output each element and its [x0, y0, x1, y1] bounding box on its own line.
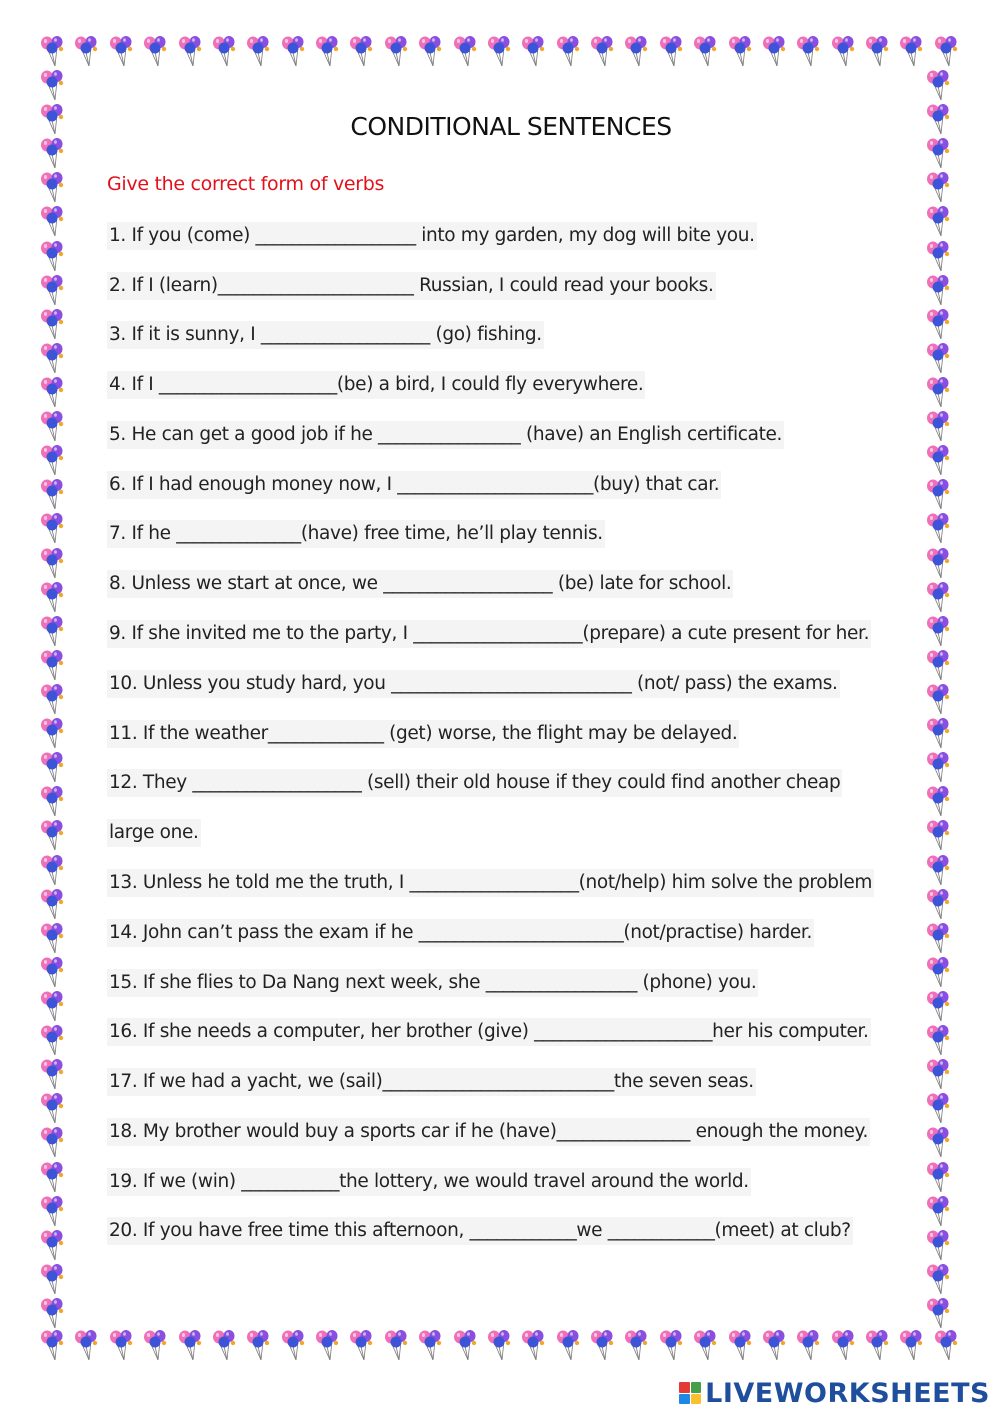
balloon-bunch-icon [924, 820, 954, 852]
balloon-bunch-icon [313, 1330, 343, 1362]
balloon-bunch-icon [485, 36, 515, 68]
balloon-bunch-icon [38, 1298, 68, 1330]
balloon-bunch-icon [38, 1059, 68, 1091]
balloon-bunch-icon [588, 1330, 618, 1362]
question-item: 14. John can’t pass the exam if he _______________________(not/practise) harder. [107, 919, 814, 947]
question-item: 15. If she flies to Da Nang next week, she _________________ (phone) you. [107, 969, 758, 997]
balloon-bunch-icon [760, 1330, 790, 1362]
balloon-bunch-icon [924, 616, 954, 648]
balloon-bunch-icon [38, 138, 68, 170]
balloon-bunch-icon [924, 206, 954, 238]
balloon-bunch-icon [38, 411, 68, 443]
balloon-bunch-icon [38, 241, 68, 273]
question-item: 9. If she invited me to the party, I ___________________(prepare) a cute present for her. [107, 620, 871, 648]
question-item: 17. If we had a yacht, we (sail)__________________________the seven seas. [107, 1068, 756, 1096]
balloon-bunch-icon [38, 479, 68, 511]
balloon-bunch-icon [38, 786, 68, 818]
balloon-bunch-icon [691, 1330, 721, 1362]
balloon-bunch-icon [588, 36, 618, 68]
balloon-bunch-icon [924, 70, 954, 102]
balloon-bunch-icon [141, 36, 171, 68]
balloon-bunch-icon [924, 650, 954, 682]
balloon-bunch-icon [72, 36, 102, 68]
balloon-bunch-icon [38, 1093, 68, 1125]
balloon-bunch-icon [794, 1330, 824, 1362]
worksheet-title: CONDITIONAL SENTENCES [350, 112, 672, 141]
balloon-bunch-icon [924, 513, 954, 545]
balloon-bunch-icon [924, 343, 954, 375]
balloon-bunch-icon [924, 479, 954, 511]
question-item: 13. Unless he told me the truth, I ___________________(not/help) him solve the problem [107, 869, 874, 897]
liveworksheets-logo-icon [679, 1382, 701, 1404]
balloon-bunch-icon [210, 1330, 240, 1362]
balloon-bunch-icon [622, 36, 652, 68]
question-item: 8. Unless we start at once, we ___________________ (be) late for school. [107, 570, 733, 598]
decorative-border-right [924, 70, 958, 1330]
balloon-bunch-icon [924, 445, 954, 477]
balloon-bunch-icon [554, 1330, 584, 1362]
question-item: 19. If we (win) ___________the lottery, we would travel around the world. [107, 1168, 751, 1196]
balloon-bunch-icon [38, 991, 68, 1023]
balloon-bunch-icon [38, 718, 68, 750]
balloon-bunch-icon [924, 1196, 954, 1228]
balloon-bunch-icon [313, 36, 343, 68]
question-item: 2. If I (learn)______________________ Russian, I could read your books. [107, 272, 716, 300]
balloon-bunch-icon [932, 36, 962, 68]
balloon-bunch-icon [924, 889, 954, 921]
balloon-bunch-icon [382, 36, 412, 68]
balloon-bunch-icon [107, 1330, 137, 1362]
balloon-bunch-icon [416, 36, 446, 68]
balloon-bunch-icon [924, 923, 954, 955]
balloon-bunch-icon [924, 855, 954, 887]
balloon-bunch-icon [38, 752, 68, 784]
balloon-bunch-icon [691, 36, 721, 68]
balloon-bunch-icon [38, 1230, 68, 1262]
question-item: 7. If he ______________(have) free time, he’ll play tennis. [107, 520, 605, 548]
balloon-bunch-icon [38, 889, 68, 921]
question-item: 4. If I ____________________(be) a bird, I could fly everywhere. [107, 371, 645, 399]
balloon-bunch-icon [519, 1330, 549, 1362]
question-item: 18. My brother would buy a sports car if he (have)_______________ enough the money. [107, 1118, 870, 1146]
decorative-border-bottom [38, 1330, 962, 1364]
balloon-bunch-icon [657, 1330, 687, 1362]
balloon-bunch-icon [38, 855, 68, 887]
balloon-bunch-icon [829, 36, 859, 68]
balloon-bunch-icon [924, 1264, 954, 1296]
decorative-border-left [38, 70, 72, 1330]
decorative-border-top [38, 36, 962, 70]
balloon-bunch-icon [924, 718, 954, 750]
balloon-bunch-icon [924, 582, 954, 614]
balloon-bunch-icon [924, 684, 954, 716]
balloon-bunch-icon [932, 1330, 962, 1362]
balloon-bunch-icon [451, 1330, 481, 1362]
balloon-bunch-icon [38, 275, 68, 307]
balloon-bunch-icon [924, 1298, 954, 1330]
question-item: 10. Unless you study hard, you ___________________________ (not/ pass) the exams. [107, 670, 840, 698]
balloon-bunch-icon [863, 1330, 893, 1362]
balloon-bunch-icon [210, 36, 240, 68]
balloon-bunch-icon [38, 957, 68, 989]
balloon-bunch-icon [38, 1264, 68, 1296]
balloon-bunch-icon [924, 1059, 954, 1091]
balloon-bunch-icon [924, 1162, 954, 1194]
balloon-bunch-icon [897, 36, 927, 68]
instruction-text: Give the correct form of verbs [107, 173, 385, 195]
balloon-bunch-icon [38, 1162, 68, 1194]
question-item: 3. If it is sunny, I ___________________ (go) fishing. [107, 321, 544, 349]
balloon-bunch-icon [924, 411, 954, 443]
balloon-bunch-icon [38, 1330, 68, 1362]
balloon-bunch-icon [38, 923, 68, 955]
balloon-bunch-icon [38, 548, 68, 580]
balloon-bunch-icon [924, 1230, 954, 1262]
balloon-bunch-icon [38, 343, 68, 375]
balloon-bunch-icon [924, 752, 954, 784]
balloon-bunch-icon [38, 172, 68, 204]
balloon-bunch-icon [347, 36, 377, 68]
balloon-bunch-icon [760, 36, 790, 68]
balloon-bunch-icon [924, 241, 954, 273]
balloon-bunch-icon [38, 1025, 68, 1057]
balloon-bunch-icon [72, 1330, 102, 1362]
balloon-bunch-icon [38, 513, 68, 545]
balloon-bunch-icon [38, 70, 68, 102]
balloon-bunch-icon [726, 1330, 756, 1362]
balloon-bunch-icon [924, 172, 954, 204]
balloon-bunch-icon [38, 650, 68, 682]
question-item: 6. If I had enough money now, I ______________________(buy) that car. [107, 471, 721, 499]
balloon-bunch-icon [38, 684, 68, 716]
balloon-bunch-icon [622, 1330, 652, 1362]
liveworksheets-logo[interactable] [679, 1376, 990, 1410]
balloon-bunch-icon [924, 548, 954, 580]
balloon-bunch-icon [279, 1330, 309, 1362]
balloon-bunch-icon [924, 991, 954, 1023]
balloon-bunch-icon [519, 36, 549, 68]
balloon-bunch-icon [416, 1330, 446, 1362]
balloon-bunch-icon [924, 786, 954, 818]
balloon-bunch-icon [924, 275, 954, 307]
balloon-bunch-icon [485, 1330, 515, 1362]
balloon-bunch-icon [176, 36, 206, 68]
balloon-bunch-icon [829, 1330, 859, 1362]
balloon-bunch-icon [924, 1127, 954, 1159]
question-item: 20. If you have free time this afternoon, ____________we ____________(meet) at club? [107, 1217, 853, 1245]
balloon-bunch-icon [107, 36, 137, 68]
balloon-bunch-icon [382, 1330, 412, 1362]
balloon-bunch-icon [38, 36, 68, 68]
question-item: 12. They ___________________ (sell) their old house if they could find another cheap [107, 769, 842, 797]
balloon-bunch-icon [863, 36, 893, 68]
balloon-bunch-icon [38, 582, 68, 614]
balloon-bunch-icon [141, 1330, 171, 1362]
balloon-bunch-icon [897, 1330, 927, 1362]
balloon-bunch-icon [244, 36, 274, 68]
balloon-bunch-icon [451, 36, 481, 68]
balloon-bunch-icon [554, 36, 584, 68]
balloon-bunch-icon [924, 138, 954, 170]
balloon-bunch-icon [176, 1330, 206, 1362]
balloon-bunch-icon [924, 957, 954, 989]
balloon-bunch-icon [38, 377, 68, 409]
balloon-bunch-icon [924, 309, 954, 341]
question-item: 1. If you (come) __________________ into my garden, my dog will bite you. [107, 222, 757, 250]
balloon-bunch-icon [38, 445, 68, 477]
balloon-bunch-icon [924, 377, 954, 409]
question-item: 11. If the weather_____________ (get) worse, the flight may be delayed. [107, 720, 739, 748]
balloon-bunch-icon [657, 36, 687, 68]
logo-text: LIVEWORKSHEETS [705, 1377, 990, 1409]
balloon-bunch-icon [924, 1093, 954, 1125]
balloon-bunch-icon [38, 820, 68, 852]
balloon-bunch-icon [244, 1330, 274, 1362]
balloon-bunch-icon [38, 1196, 68, 1228]
balloon-bunch-icon [38, 309, 68, 341]
balloon-bunch-icon [794, 36, 824, 68]
balloon-bunch-icon [347, 1330, 377, 1362]
question-item: 5. He can get a good job if he ________________ (have) an English certificate. [107, 421, 784, 449]
balloon-bunch-icon [924, 1025, 954, 1057]
question-item: 16. If she needs a computer, her brother (give) ____________________her his computer. [107, 1018, 871, 1046]
question-item-continuation: large one. [107, 819, 201, 847]
balloon-bunch-icon [38, 1127, 68, 1159]
balloon-bunch-icon [38, 616, 68, 648]
balloon-bunch-icon [279, 36, 309, 68]
balloon-bunch-icon [38, 206, 68, 238]
balloon-bunch-icon [726, 36, 756, 68]
